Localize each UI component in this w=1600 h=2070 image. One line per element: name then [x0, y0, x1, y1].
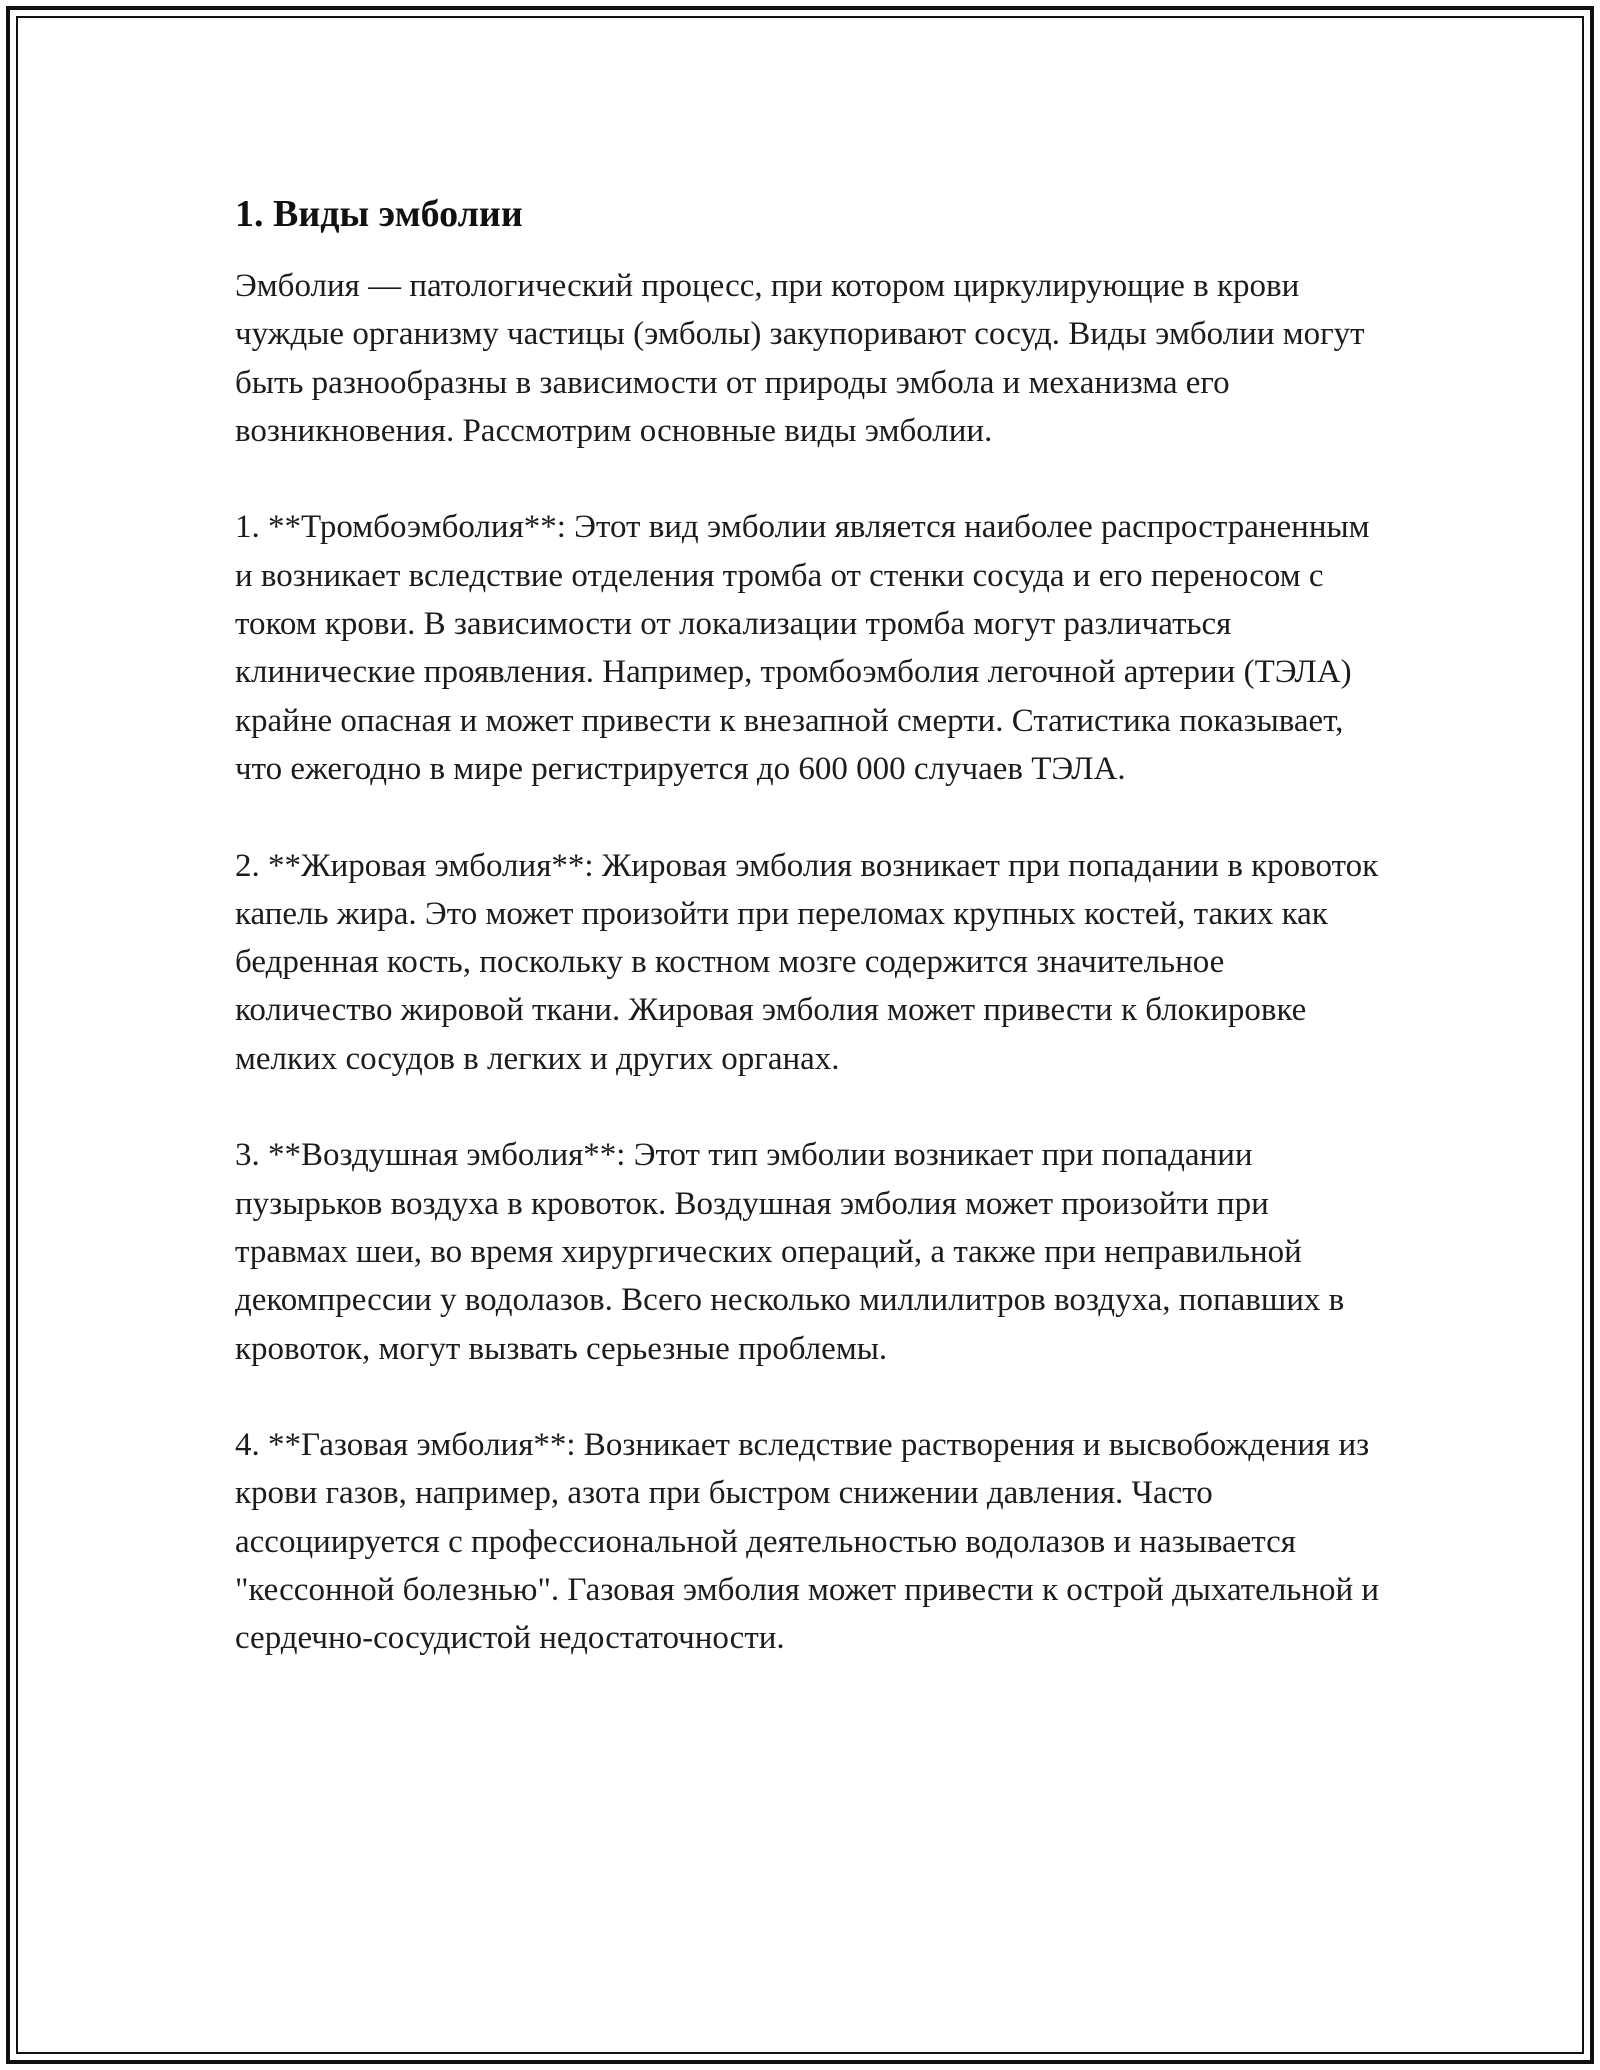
section-heading: 1. Виды эмболии — [235, 193, 523, 235]
intro-paragraph: Эмболия — патологический процесс, при котором циркулирующие в крови чуждые организму частицы (эмболы) закупоривают сосуд. Виды эмболии могут быть разнообразны в зависимости от природы эмбола и механизма его возникновения. Рассмотрим основные виды эмболии. — [235, 268, 1365, 449]
document-body — [235, 188, 1385, 1663]
thromboembolism-paragraph: 1. **Тромбоэмболия**: Этот вид эмболии является наиболее распространенным и возникает вследствие отделения тромба от стенки сосуда и его переносом с током крови. В зависимости от локализации тромба могут различаться клинические проявления. Например, тромбоэмболия легочной артерии (ТЭЛА) крайне опасная и может привести к внезапной смерти. Статистика показывает, что ежегодно в мире регистрируется до 600 000 случаев ТЭЛА. — [235, 509, 1370, 787]
air-embolism-paragraph: 3. **Воздушная эмболия**: Этот тип эмболии возникает при попадании пузырьков воздуха в кровоток. Воздушная эмболия может произойти при травмах шеи, во время хирургических операций, а также при неправильной декомпрессии у водолазов. Всего несколько миллилитров воздуха, попавших в кровоток, могут вызвать серьезные проблемы. — [235, 1137, 1345, 1367]
gas-embolism-paragraph: 4. **Газовая эмболия**: Возникает вследствие растворения и высвобождения из крови газов, например, азота при быстром снижении давления. Часто ассоциируется с профессиональной деятельностью водолазов и называется "кессонной болезнью". Газовая эмболия может привести к острой дыхательной и сердечно-сосудистой недостаточности. — [235, 1427, 1380, 1657]
fat-embolism-paragraph: 2. **Жировая эмболия**: Жировая эмболия возникает при попадании в кровоток капель жира. Это может произойти при переломах крупных костей, таких как бедренная кость, поскольку в костном мозге содержится значительное количество жировой ткани. Жировая эмболия может привести к блокировке мелких сосудов в легких и других органах. — [235, 847, 1379, 1077]
